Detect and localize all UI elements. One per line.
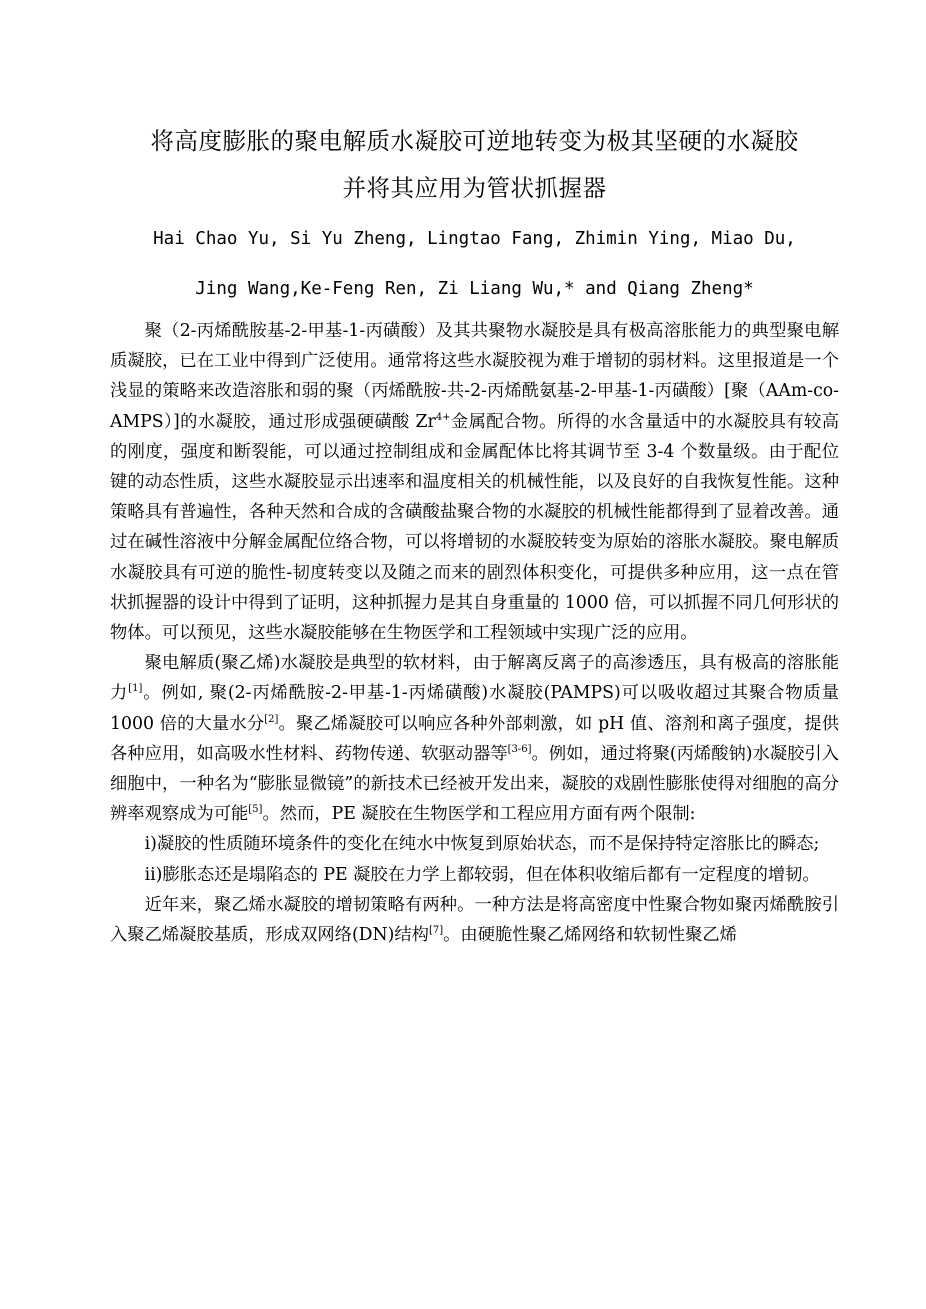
intro-text-5: 。然而，PE 凝胶在生物医学和工程应用方面有两个限制: xyxy=(262,804,696,825)
intro-text-2: 。例如, 聚(2-丙烯酰胺-2-甲基-1-丙烯磺酸)水凝胶(PAMPS)可以吸收超过其聚合物质量 1000 倍的大量水分 xyxy=(110,683,839,734)
intro-text-1: 聚电解质(聚乙烯)水凝胶是典型的软材料，由于解离反离子的高渗透压，具有极高的溶胀能力 xyxy=(110,653,839,704)
intro-text-4: 。例如，通过将聚(丙烯酸钠)水凝胶引入细胞中，一种名为“膨胀显微镜”的新技术已经被开发出来，凝胶的戏剧性膨胀使得对细胞的高分辨率观察成为可能 xyxy=(110,743,839,825)
citation-ref: [7] xyxy=(428,925,444,937)
author-list-line-1: Hai Chao Yu, Si Yu Zheng, Lingtao Fang, Zhimin Ying, Miao Du, xyxy=(153,229,796,249)
intro-paragraph xyxy=(110,648,839,829)
superscript-charge: 4+ xyxy=(435,411,451,423)
title-line-2: 并将其应用为管状抓握器 xyxy=(342,174,607,202)
citation-ref: [3-6] xyxy=(507,744,532,756)
abstract-paragraph xyxy=(110,316,839,648)
limitation-item-1: i)凝胶的性质随环境条件的变化在纯水中恢复到原始状态，而不是保持特定溶胀比的瞬态; xyxy=(144,834,820,855)
author-list-line-2: Jing Wang,Ke-Feng Ren, Zi Liang Wu,* and Qiang Zheng* xyxy=(195,279,754,299)
title-line-1: 将高度膨胀的聚电解质水凝胶可逆地转变为极其坚硬的水凝胶 xyxy=(150,127,799,155)
paper-page xyxy=(110,118,839,950)
strategy-text-2: 。由硬脆性聚乙烯网络和软韧性聚乙烯 xyxy=(443,925,737,946)
strategy-paragraph xyxy=(110,890,839,950)
intro-text-3: 。聚乙烯凝胶可以响应各种外部刺激，如 pH 值、溶剂和离子强度，提供各种应用，如高吸水性材料、药物传递、软驱动器等 xyxy=(110,713,839,764)
citation-ref: [2] xyxy=(264,713,279,725)
strategy-text-1: 近年来，聚乙烯水凝胶的增韧策略有两种。一种方法是将高密度中性聚合物如聚丙烯酰胺引入聚乙烯凝胶基质，形成双网络(DN)结构 xyxy=(110,894,839,946)
abstract-text-1: 聚（2-丙烯酰胺基-2-甲基-1-丙磺酸）及其共聚物水凝胶是具有极高溶胀能力的典型聚电解质凝胶，已在工业中得到广泛使用。通常将这些水凝胶视为难于增韧的弱材料。这里报道是一个浅显的策略来改造溶胀和弱的聚（丙烯酰胺-共-2-丙烯酰氨基-2-甲基-1-丙磺酸）[聚（AAm-co-AMPS）]的水凝胶，通过形成强硬磺酸 Zr xyxy=(110,321,839,432)
abstract-text-2: 金属配合物。所得的水含量适中的水凝胶具有较高的刚度，强度和断裂能，可以通过控制组成和金属配体比将其调节至 3-4 个数量级。由于配位键的动态性质，这些水凝胶显示出速率和温度相关的机械性能，以及良好的自我恢复性能。这种策略具有普遍性，各种天然和合成的含磺酸盐聚合物的水凝胶的机械性能都得到了显着改善。通过在碱性溶液中分解金属配位络合物，可以将增韧的水凝胶转变为原始的溶胀水凝胶。聚电解质水凝胶具有可逆的脆性-韧度转变以及随之而来的剧烈体积变化，可提供多种应用，这一点在管状抓握器的设计中得到了证明，这种抓握力是其自身重量的 1000 倍，可以抓握不同几何形状的物体。可以预见，这些水凝胶能够在生物医学和工程领域中实现广泛的应用。 xyxy=(110,411,839,644)
paper-title xyxy=(110,118,839,212)
citation-ref: [1] xyxy=(128,683,143,695)
citation-ref: [5] xyxy=(248,804,263,816)
limitation-item-2: ii)膨胀态还是塌陷态的 PE 凝胶在力学上都较弱，但在体积收缩后都有一定程度的增韧。 xyxy=(144,864,820,885)
